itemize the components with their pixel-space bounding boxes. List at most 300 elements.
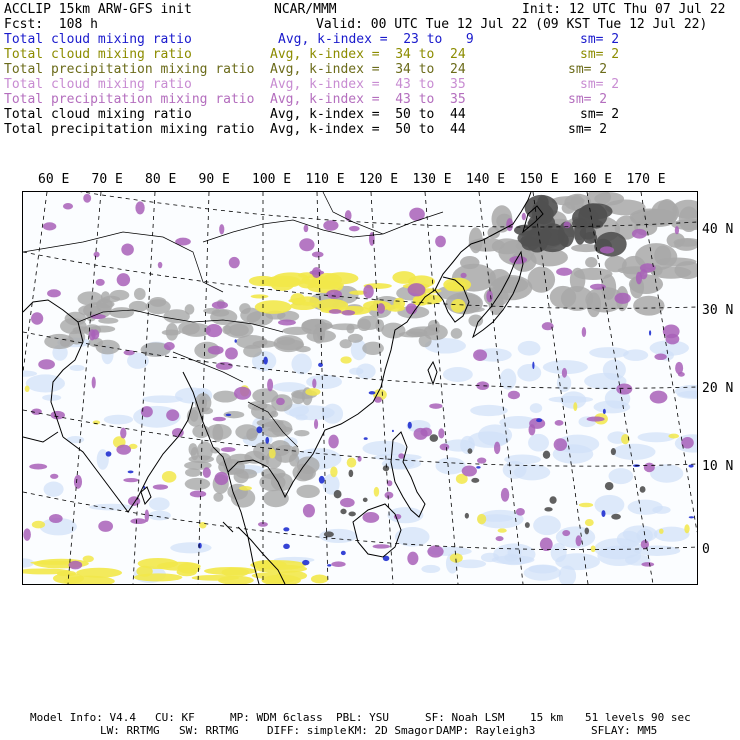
precip-patch <box>632 229 647 239</box>
low-cloud-patch <box>374 487 379 497</box>
cloud-patch <box>102 296 120 303</box>
precip-patch <box>130 518 146 524</box>
precip-patch <box>340 498 355 507</box>
precip-patch <box>408 283 426 296</box>
precip-patch <box>587 417 605 422</box>
latitude-label: 40 N <box>702 222 734 237</box>
longitude-label: 130 E <box>412 172 452 187</box>
precip-patch <box>407 552 418 565</box>
low-cloud-patch <box>239 486 252 491</box>
cloud-patch <box>340 339 352 348</box>
high-cloud-patch <box>392 430 394 432</box>
dense-cloud-patch <box>528 213 555 231</box>
low-cloud-patch <box>668 434 679 439</box>
precip-patch <box>494 442 500 454</box>
model-info-item: 90 sec <box>651 711 691 724</box>
precip-patch <box>158 262 163 268</box>
high-cloud-patch <box>532 362 534 369</box>
light-cloud-patch <box>524 565 562 581</box>
light-cloud-patch <box>322 404 343 424</box>
high-cloud-patch <box>318 363 323 367</box>
precip-patch <box>63 203 73 209</box>
model-info-item: Model Info: V4.4 <box>30 711 136 724</box>
precip-patch <box>473 349 487 361</box>
forecast-hour: Fcst: 108 h <box>4 17 98 32</box>
precip-patch <box>328 435 338 449</box>
cloud-patch <box>294 430 309 436</box>
cloud-patch <box>428 320 440 331</box>
convection-patch <box>340 509 346 515</box>
precip-patch <box>486 290 493 302</box>
light-cloud-patch <box>291 354 311 375</box>
precip-patch <box>225 347 238 359</box>
precip-patch <box>38 359 55 369</box>
high-cloud-patch <box>601 510 605 517</box>
precip-patch <box>329 309 342 314</box>
low-cloud-patch <box>659 529 664 534</box>
light-cloud-patch <box>555 553 600 570</box>
precip-patch <box>312 379 316 389</box>
legend-smoothing: sm= 2 <box>580 32 620 47</box>
legend-smoothing: sm= 2 <box>568 62 608 77</box>
high-cloud-patch <box>476 466 480 468</box>
longitude-label: 150 E <box>519 172 559 187</box>
precip-patch <box>326 290 342 299</box>
high-cloud-patch <box>603 409 606 414</box>
low-cloud-patch <box>271 279 294 291</box>
high-cloud-patch <box>319 476 325 484</box>
model-info-item: SFLAY: MM5 <box>591 724 658 737</box>
longitude-label: 70 E <box>91 172 123 187</box>
precip-patch <box>323 220 338 230</box>
low-cloud-patch <box>76 568 122 578</box>
legend-row <box>0 122 740 137</box>
precip-patch <box>69 561 83 570</box>
precip-patch <box>363 285 374 299</box>
light-cloud-patch <box>362 441 405 456</box>
legend-row <box>0 107 740 122</box>
precip-patch <box>117 273 130 286</box>
legend-field-name: Total precipitation mixing ratio <box>4 122 255 137</box>
cloud-patch <box>243 345 262 358</box>
precip-patch <box>299 238 314 251</box>
high-cloud-patch <box>341 551 346 555</box>
precip-patch <box>214 472 228 485</box>
longitude-label: 110 E <box>305 172 345 187</box>
precip-patch <box>98 521 113 532</box>
precip-patch <box>461 273 467 278</box>
precip-patch <box>50 411 64 420</box>
high-cloud-patch <box>369 391 376 394</box>
precip-patch <box>267 379 273 392</box>
cloud-patch <box>468 314 483 326</box>
light-cloud-patch <box>70 365 85 371</box>
low-cloud-patch <box>451 299 466 313</box>
cloud-patch <box>197 441 213 460</box>
precip-patch <box>362 512 379 523</box>
precip-patch <box>563 221 570 228</box>
cloud-patch <box>222 325 231 334</box>
legend-smoothing: sm= 2 <box>580 47 620 62</box>
light-cloud-patch <box>518 341 541 356</box>
precip-patch <box>229 257 240 268</box>
convection-patch <box>471 478 479 483</box>
precip-patch <box>29 464 47 470</box>
legend-k-index: Avg, k-index = 23 to 9 <box>278 32 474 47</box>
cloud-patch <box>206 424 231 440</box>
light-cloud-patch <box>514 464 551 480</box>
convection-patch <box>544 507 552 511</box>
precip-patch <box>314 419 318 429</box>
light-cloud-patch <box>470 405 508 416</box>
legend-row <box>0 32 740 47</box>
precip-patch <box>675 362 683 375</box>
precip-patch <box>121 244 134 256</box>
high-cloud-patch <box>649 330 651 335</box>
legend-k-index: Avg, k-index = 34 to 24 <box>270 47 466 62</box>
high-cloud-patch <box>283 544 290 549</box>
precip-patch <box>349 226 360 232</box>
legend-k-index: Avg, k-index = 43 to 35 <box>270 92 466 107</box>
precip-patch <box>675 226 679 234</box>
low-cloud-patch <box>136 566 152 577</box>
legend-k-index: Avg, k-index = 50 to 44 <box>270 122 466 137</box>
latitude-label: 10 N <box>702 459 734 474</box>
precip-patch <box>501 488 509 502</box>
convection-patch <box>605 482 614 490</box>
map-canvas <box>23 192 697 584</box>
precip-patch <box>438 428 444 438</box>
dense-cloud-patch <box>522 238 539 251</box>
model-info-item: PBL: YSU <box>336 711 389 724</box>
precip-patch <box>135 201 144 214</box>
low-cloud-patch <box>311 575 328 584</box>
cloud-patch <box>213 493 223 502</box>
precip-patch <box>312 267 322 278</box>
valid-time: Valid: 00 UTC Tue 12 Jul 22 (09 KST Tue 12 Jul 22) <box>316 17 708 32</box>
latitude-label: 30 N <box>702 303 734 318</box>
dense-cloud-patch <box>590 220 604 228</box>
precip-patch <box>164 342 175 350</box>
low-cloud-patch <box>585 519 594 526</box>
low-cloud-patch <box>250 560 306 570</box>
precip-patch <box>43 222 56 230</box>
longitude-label: 100 E <box>252 172 292 187</box>
convection-patch <box>549 496 556 504</box>
light-cloud-patch <box>492 555 535 564</box>
precip-patch <box>644 463 655 473</box>
convection-patch <box>334 490 342 498</box>
precip-patch <box>278 319 296 325</box>
precip-patch <box>96 279 105 286</box>
low-cloud-patch <box>591 545 596 552</box>
cloud-patch <box>166 323 178 341</box>
cloud-patch <box>528 266 556 292</box>
low-cloud-patch <box>32 521 45 529</box>
cloud-patch <box>134 288 146 300</box>
convection-patch <box>465 513 469 519</box>
light-cloud-patch <box>349 368 363 375</box>
light-cloud-patch <box>395 527 430 547</box>
precip-patch <box>120 428 126 439</box>
cloud-patch <box>460 256 479 269</box>
precip-patch <box>23 528 31 540</box>
convection-patch <box>430 434 439 442</box>
precip-patch <box>650 391 668 404</box>
precip-patch <box>83 194 91 203</box>
forecast-map <box>22 191 698 585</box>
cloud-patch <box>289 454 299 467</box>
light-cloud-patch <box>478 424 512 445</box>
precip-patch <box>582 327 586 337</box>
longitude-label: 160 E <box>573 172 613 187</box>
high-cloud-patch <box>235 339 237 343</box>
cloud-patch <box>189 443 198 456</box>
convection-patch <box>543 451 550 459</box>
longitude-label: 90 E <box>198 172 230 187</box>
legend-field-name: Total precipitation mixing ratio <box>4 92 255 107</box>
high-cloud-patch <box>263 357 267 365</box>
precip-patch <box>312 251 324 257</box>
light-cloud-patch <box>26 374 65 392</box>
light-cloud-patch <box>589 347 629 358</box>
cloud-patch <box>235 424 258 439</box>
precip-patch <box>212 301 228 309</box>
light-cloud-patch <box>652 506 670 514</box>
cloud-patch <box>561 286 593 311</box>
cloud-patch <box>585 257 597 268</box>
low-cloud-patch <box>684 524 689 533</box>
cloud-patch <box>492 277 528 293</box>
low-cloud-patch <box>445 282 455 291</box>
cloud-patch <box>274 335 304 352</box>
convection-patch <box>349 470 354 477</box>
precip-patch <box>276 398 285 405</box>
cloud-patch <box>656 258 696 267</box>
legend-k-index: Avg, k-index = 43 to 35 <box>270 77 466 92</box>
precip-patch <box>385 492 394 499</box>
cloud-patch <box>185 478 210 490</box>
precip-patch <box>303 504 315 517</box>
precip-patch <box>221 447 236 452</box>
precip-patch <box>522 213 526 220</box>
precip-patch <box>208 346 224 355</box>
init-time: Init: 12 UTC Thu 07 Jul 22 <box>522 2 726 17</box>
precip-patch <box>562 530 570 536</box>
legend-k-index: Avg, k-index = 34 to 24 <box>270 62 466 77</box>
light-cloud-patch <box>533 516 561 536</box>
cloud-patch <box>667 233 685 248</box>
low-cloud-patch <box>25 386 30 392</box>
light-cloud-patch <box>421 565 440 573</box>
precip-patch <box>92 377 96 389</box>
low-cloud-patch <box>340 356 351 363</box>
legend-row <box>0 62 740 77</box>
legend-row <box>0 47 740 62</box>
precip-patch <box>508 391 520 399</box>
low-cloud-patch <box>251 294 269 298</box>
precip-patch <box>516 508 525 516</box>
convection-patch <box>468 448 473 454</box>
latitude-label: 20 N <box>702 381 734 396</box>
precip-patch <box>116 445 131 455</box>
light-cloud-patch <box>387 507 423 523</box>
model-info-item: LW: RRTMG <box>100 724 160 737</box>
precip-patch <box>213 417 226 421</box>
light-cloud-patch <box>530 403 542 413</box>
light-cloud-patch <box>617 531 641 548</box>
precip-patch <box>203 467 211 478</box>
precip-patch <box>641 562 654 567</box>
high-cloud-patch <box>256 426 262 433</box>
precip-patch <box>477 457 486 463</box>
precip-patch <box>234 387 251 400</box>
precip-patch <box>429 403 442 409</box>
precip-patch <box>640 269 648 279</box>
cloud-patch <box>150 297 167 307</box>
cloud-patch <box>77 291 102 305</box>
legend-field-name: Total cloud mixing ratio <box>4 32 192 47</box>
low-cloud-patch <box>255 300 292 314</box>
legend-smoothing: sm= 2 <box>568 92 608 107</box>
lon-line-60e <box>23 192 47 372</box>
precip-patch <box>654 354 666 361</box>
model-info-item: SW: RRTMG <box>179 724 239 737</box>
longitude-label: 60 E <box>38 172 70 187</box>
longitude-label: 140 E <box>466 172 506 187</box>
latitude-label: 0 <box>702 542 710 557</box>
precip-patch <box>50 474 58 479</box>
precip-patch <box>555 420 564 426</box>
precip-patch <box>435 236 446 248</box>
precip-patch <box>600 246 614 253</box>
model-info-item: DIFF: simple <box>267 724 347 737</box>
light-cloud-patch <box>149 497 170 510</box>
light-cloud-patch <box>609 468 634 484</box>
light-cloud-patch <box>594 495 624 515</box>
precip-patch <box>562 368 567 378</box>
convection-patch <box>611 448 616 455</box>
low-cloud-patch <box>204 567 257 575</box>
high-cloud-patch <box>198 543 202 549</box>
precip-patch <box>47 289 61 297</box>
legend-k-index: Avg, k-index = 50 to 44 <box>270 107 466 122</box>
precip-patch <box>641 540 649 549</box>
model-info-item: DAMP: Rayleigh3 <box>436 724 536 737</box>
cloud-patch <box>210 309 237 325</box>
precip-patch <box>398 453 404 459</box>
precip-patch <box>440 443 450 450</box>
high-cloud-patch <box>364 437 368 440</box>
light-cloud-patch <box>612 444 655 460</box>
light-cloud-patch <box>556 526 595 548</box>
low-cloud-patch <box>330 466 337 477</box>
cloud-patch <box>282 327 311 335</box>
convection-patch <box>640 486 646 493</box>
precip-patch <box>666 334 680 345</box>
low-cloud-patch <box>162 471 176 483</box>
convection-patch <box>383 465 389 471</box>
precip-patch <box>304 225 309 232</box>
convection-patch <box>585 527 590 534</box>
light-cloud-patch <box>104 415 133 425</box>
model-info-item: SF: Noah LSM <box>425 711 505 724</box>
cloud-patch <box>296 485 319 498</box>
longitude-label: 80 E <box>145 172 177 187</box>
convection-patch <box>363 498 368 503</box>
light-cloud-patch <box>170 542 211 553</box>
cloud-patch <box>213 391 237 403</box>
low-cloud-patch <box>83 556 94 563</box>
low-cloud-patch <box>305 388 320 396</box>
precip-patch <box>556 268 572 276</box>
precip-patch <box>90 314 105 319</box>
light-cloud-patch <box>634 546 680 556</box>
convection-patch <box>611 514 621 520</box>
precip-patch <box>373 544 391 548</box>
precip-patch <box>91 329 99 339</box>
cloud-patch <box>96 340 120 355</box>
light-cloud-patch <box>517 364 541 381</box>
low-cloud-patch <box>269 448 276 458</box>
cloud-patch <box>109 307 134 318</box>
light-cloud-patch <box>594 400 631 413</box>
precip-patch <box>166 409 179 421</box>
org-label: NCAR/MMM <box>274 2 337 17</box>
legend-row <box>0 92 740 107</box>
high-cloud-patch <box>688 464 693 467</box>
light-cloud-patch <box>435 457 465 474</box>
precip-patch <box>128 496 140 506</box>
light-cloud-patch <box>650 464 683 482</box>
model-info-item: 15 km <box>530 711 564 724</box>
low-cloud-patch <box>290 293 304 304</box>
precip-patch <box>496 536 504 541</box>
legend-smoothing: sm= 2 <box>580 77 620 92</box>
high-cloud-patch <box>106 451 112 456</box>
model-title: ACCLIP 15km ARW-GFS init <box>4 2 192 17</box>
longitude-label: 170 E <box>626 172 666 187</box>
light-cloud-patch <box>44 482 64 497</box>
convection-patch <box>324 531 334 537</box>
high-cloud-patch <box>265 437 269 444</box>
precip-patch <box>206 324 223 337</box>
light-cloud-patch <box>528 434 549 452</box>
legend-smoothing: sm= 2 <box>580 107 620 122</box>
light-cloud-patch <box>443 367 473 382</box>
low-cloud-patch <box>498 528 507 532</box>
low-cloud-patch <box>579 503 593 508</box>
convection-patch <box>348 512 355 517</box>
low-cloud-patch <box>157 562 201 571</box>
light-cloud-patch <box>296 414 308 420</box>
high-cloud-patch <box>226 414 232 417</box>
precip-patch <box>377 303 385 314</box>
precip-patch <box>219 224 224 234</box>
precip-patch <box>145 510 149 522</box>
model-info-item: MP: WDM 6class <box>230 711 323 724</box>
cloud-patch <box>451 328 463 339</box>
model-info-item: KM: 2D Smagor <box>348 724 435 737</box>
precip-patch <box>31 312 43 324</box>
high-cloud-patch <box>128 470 134 473</box>
precip-patch <box>576 535 582 546</box>
low-cloud-patch <box>347 457 357 467</box>
high-cloud-patch <box>408 422 412 429</box>
high-cloud-patch <box>283 527 289 531</box>
precip-patch <box>427 545 443 557</box>
cloud-patch <box>263 490 289 507</box>
